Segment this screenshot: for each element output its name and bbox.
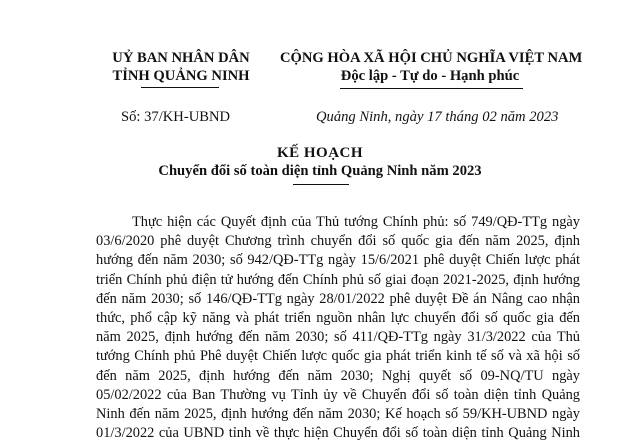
agency-line-2: TỈNH QUẢNG NINH xyxy=(112,68,250,84)
motto-underline xyxy=(340,88,523,89)
body-line: hướng đến năm 2030; số 942/QĐ-TTg ngày 15/6/2021 phê duyệt Chiến lược phát xyxy=(96,252,580,269)
body-line: tướng Chính phủ Phê duyệt Chiến lược quốc gia phát triển kinh tế số và xã hội số xyxy=(96,348,580,365)
body-line: 01/3/2022 của UBND tỉnh về thực hiện Chuyển đổi số toàn diện tỉnh Quảng Ninh xyxy=(96,425,580,442)
body-line: năm 2025, định hướng đến năm 2030; số 411/QĐ-TTg ngày 31/3/2022 của Thủ xyxy=(96,329,580,346)
issuing-agency-header xyxy=(90,49,272,85)
body-line: đến năm 2030; số 146/QĐ-TTg ngày 28/01/2022 phê duyệt Đề án Nâng cao nhận xyxy=(96,290,580,307)
document-date: Quảng Ninh, ngày 17 tháng 02 năm 2023 xyxy=(316,109,559,125)
national-motto: Độc lập - Tự do - Hạnh phúc xyxy=(340,68,520,84)
subtitle-underline xyxy=(293,184,349,185)
body-line: đến năm 2025, định hướng đến năm 2030; Nghị quyết số 09-NQ/TU ngày xyxy=(96,367,580,384)
body-line: thức, phổ cập kỹ năng và phát triển nguồn nhân lực chuyển đổi số quốc gia đến xyxy=(96,310,580,327)
document-number: Số: 37/KH-UBND xyxy=(121,109,231,125)
document-subtitle: Chuyển đổi số toàn diện tỉnh Quảng Ninh năm 2023 xyxy=(158,163,482,179)
body-paragraph xyxy=(96,213,580,443)
national-motto-header xyxy=(280,49,583,85)
body-line: 05/02/2022 của Ban Thường vụ Tỉnh ủy về Chuyển đổi số toàn diện tỉnh Quảng xyxy=(96,386,580,403)
document-title: KẾ HOẠCH xyxy=(276,145,364,161)
national-title: CỘNG HÒA XÃ HỘI CHỦ NGHĨA VIỆT NAM xyxy=(280,50,583,66)
body-line: Thực hiện các Quyết định của Thủ tướng Chính phủ: số 749/QĐ-TTg ngày xyxy=(132,214,580,230)
agency-underline xyxy=(141,87,219,88)
body-line: triển Chính phủ điện tử hướng đến Chính phủ số giai đoạn 2021-2025, định hướng xyxy=(96,271,580,288)
body-line: 03/6/2020 phê duyệt Chương trình chuyển đổi số quốc gia đến năm 2025, định xyxy=(96,233,580,250)
body-line: Ninh đến năm 2025, định hướng đến năm 2030; Kế hoạch số 59/KH-UBND ngày xyxy=(96,406,580,423)
agency-line-1: UỶ BAN NHÂN DÂN xyxy=(112,50,250,66)
